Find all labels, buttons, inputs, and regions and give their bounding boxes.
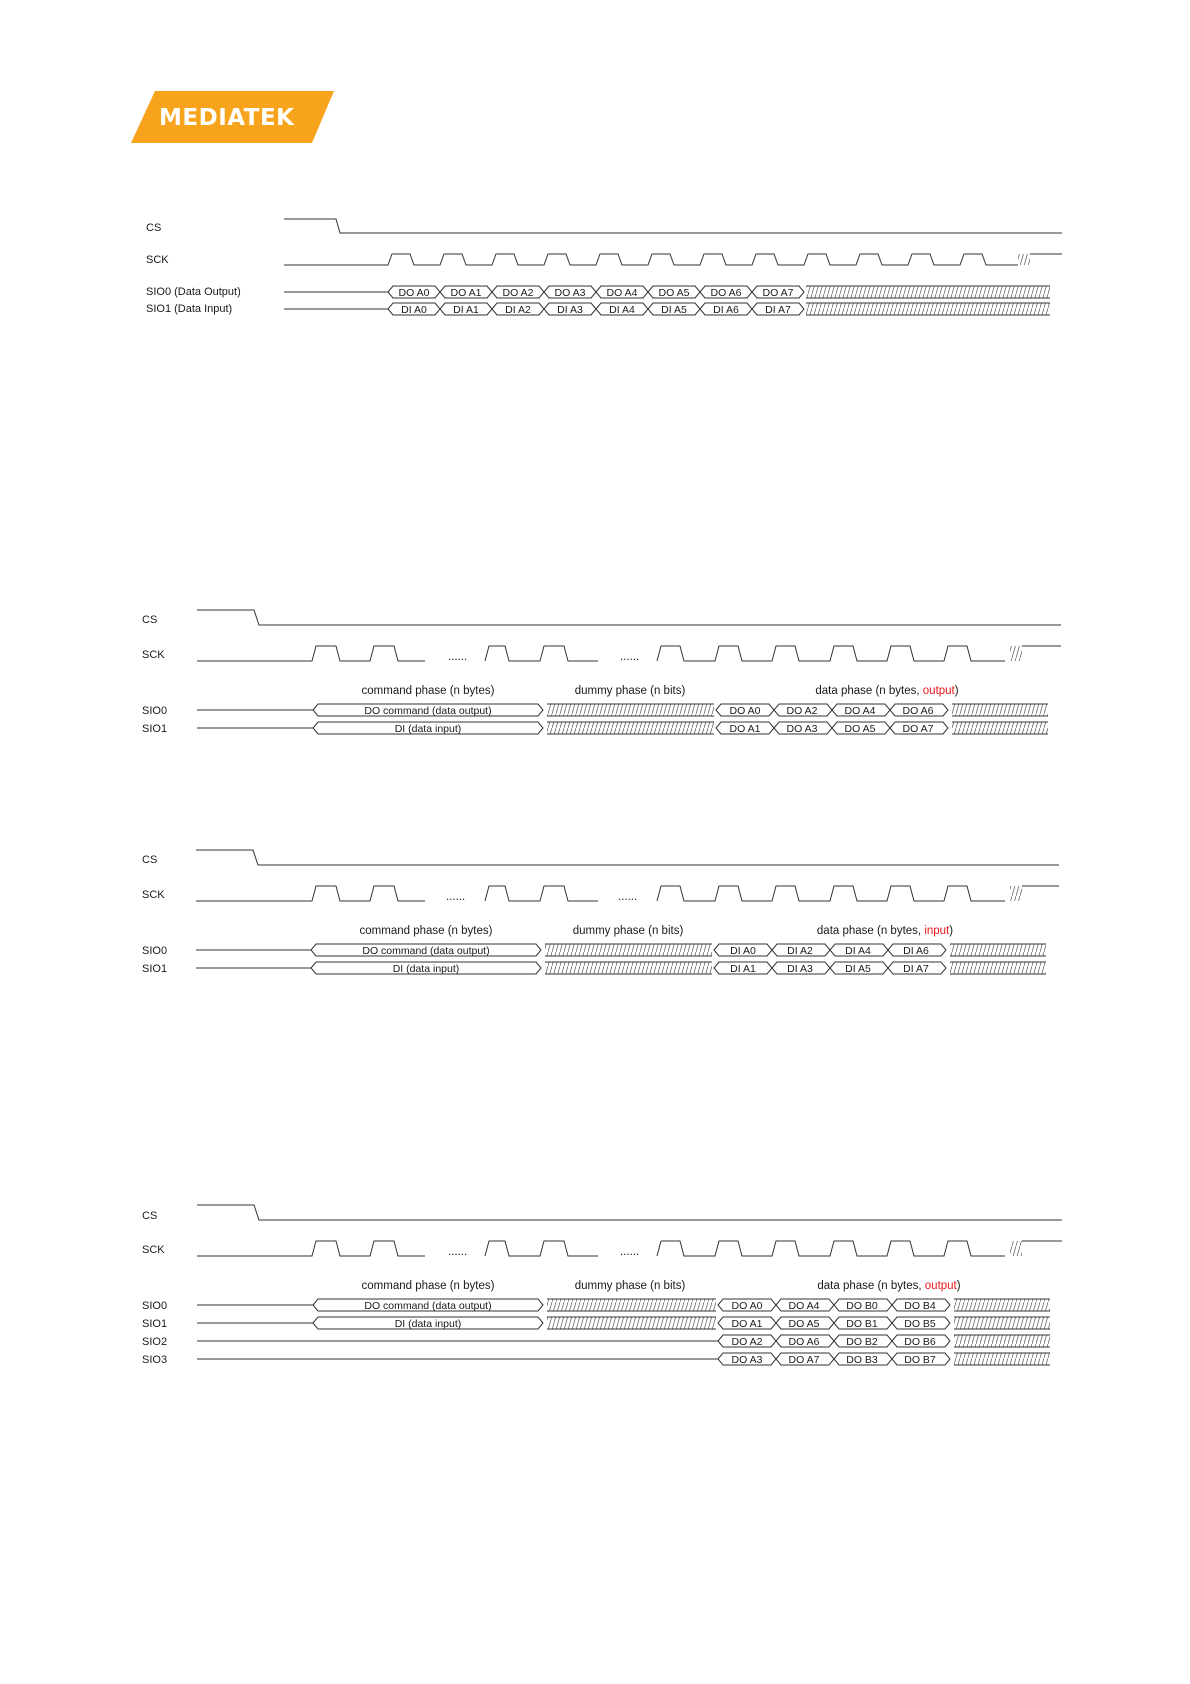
dont-care-region <box>954 1335 1050 1347</box>
data-phase-label: data phase (n bytes, input) <box>816 925 954 937</box>
data-cell: DO B2 <box>846 1336 878 1348</box>
data-cell: DI A7 <box>765 304 791 316</box>
dont-care-region <box>950 944 1046 956</box>
dummy-phase-label: dummy phase (n bits) <box>574 685 686 697</box>
dont-care-region <box>547 722 714 734</box>
sio1-label: SIO1 <box>142 963 168 975</box>
sio2-label: SIO2 <box>142 1336 168 1348</box>
cs-waveform <box>284 219 1062 233</box>
data-cell: DO A2 <box>502 287 534 299</box>
sck-waveform <box>197 1241 1005 1256</box>
data-cell: DI A6 <box>713 304 739 316</box>
command-phase-label: command phase (n bytes) <box>361 1280 495 1292</box>
command-cell: DO command (data output) <box>362 945 490 957</box>
cs-waveform <box>197 1205 1062 1220</box>
data-cell: DI A4 <box>845 945 871 957</box>
data-cell: DO A1 <box>450 287 482 299</box>
data-cell: DO A1 <box>729 723 761 735</box>
sio1-label: SIO1 (Data Input) <box>146 303 233 315</box>
sck-waveform <box>284 254 1018 265</box>
dont-care-region <box>954 1353 1050 1365</box>
command-cell: DO command (data output) <box>364 1300 492 1312</box>
cs-label: CS <box>142 614 158 626</box>
data-cell: DI A1 <box>730 963 756 975</box>
data-cell: DO A3 <box>554 287 586 299</box>
sck-hatch-end <box>1010 646 1022 661</box>
data-cell: DO A0 <box>731 1300 763 1312</box>
data-cell: DO A4 <box>788 1300 820 1312</box>
data-cell: DO A3 <box>731 1354 763 1366</box>
data-cell: DO A6 <box>788 1336 820 1348</box>
cs-label: CS <box>146 222 162 234</box>
data-cell: DO B7 <box>904 1354 936 1366</box>
data-cell: DO A5 <box>844 723 876 735</box>
data-cell: DO A7 <box>788 1354 820 1366</box>
data-cell: DO B0 <box>846 1300 878 1312</box>
data-cell: DO A0 <box>398 287 430 299</box>
data-cell: DO B1 <box>846 1318 878 1330</box>
data-cell: DO A0 <box>729 705 761 717</box>
mediatek-logo <box>131 91 334 143</box>
sck-label: SCK <box>146 254 169 266</box>
sio0-label: SIO0 <box>142 945 168 957</box>
timing-diagram-quad-output <box>142 1205 1062 1366</box>
data-cell: DO A2 <box>786 705 818 717</box>
data-cell: DI A3 <box>787 963 813 975</box>
data-cell: DI A2 <box>787 945 813 957</box>
cs-label: CS <box>142 854 158 866</box>
dont-care-region <box>950 962 1046 974</box>
data-phase-label: data phase (n bytes, output) <box>815 685 959 697</box>
data-cell: DI A5 <box>845 963 871 975</box>
logo-text: MEDIATEK <box>159 105 295 131</box>
sck-waveform <box>196 886 1005 901</box>
command-cell: DI (data input) <box>394 723 462 735</box>
clock-ellipsis: ...... <box>620 1246 640 1258</box>
data-cell: DI A7 <box>903 963 929 975</box>
data-direction: input <box>924 925 950 937</box>
data-direction: output <box>922 685 955 697</box>
cs-waveform <box>196 850 1059 865</box>
clock-ellipsis: ...... <box>448 651 468 663</box>
data-cell: DO B3 <box>846 1354 878 1366</box>
sck-hatch-end <box>1010 1241 1022 1256</box>
sio1-cells <box>401 304 791 316</box>
data-cell: DO B5 <box>904 1318 936 1330</box>
dont-care-region <box>547 704 714 716</box>
dont-care-region <box>954 1299 1050 1311</box>
data-cell: DI A0 <box>401 304 427 316</box>
timing-diagram-single-io <box>146 219 1062 316</box>
sck-label: SCK <box>142 889 165 901</box>
clock-ellipsis: ...... <box>448 1246 468 1258</box>
dont-care-region <box>952 722 1048 734</box>
data-cell: DO B4 <box>904 1300 936 1312</box>
data-cell: DO A1 <box>731 1318 763 1330</box>
timing-diagram-dual-input <box>142 850 1059 975</box>
data-cell: DI A4 <box>609 304 635 316</box>
dummy-phase-label: dummy phase (n bits) <box>572 925 684 937</box>
sck-label: SCK <box>142 649 165 661</box>
data-cell: DI A3 <box>557 304 583 316</box>
command-cell: DI (data input) <box>394 1318 462 1330</box>
sio0-label: SIO0 <box>142 1300 168 1312</box>
data-cell: DO A7 <box>762 287 794 299</box>
clock-ellipsis: ...... <box>620 651 640 663</box>
sck-hatch-end <box>1018 254 1062 265</box>
dont-care-region <box>545 944 712 956</box>
data-cell: DI A1 <box>453 304 479 316</box>
dont-care-region <box>547 1299 716 1311</box>
data-cell: DO A7 <box>902 723 934 735</box>
data-phase-label: data phase (n bytes, output) <box>817 1280 961 1292</box>
data-cell: DI A6 <box>903 945 929 957</box>
data-cell: DI A0 <box>730 945 756 957</box>
dont-care-region <box>806 286 1050 298</box>
data-cell: DO A4 <box>606 287 638 299</box>
command-phase-label: command phase (n bytes) <box>359 925 493 937</box>
sio1-label: SIO1 <box>142 1318 168 1330</box>
sio0-cells <box>399 287 794 299</box>
data-cell: DO A5 <box>788 1318 820 1330</box>
data-cell: DI A5 <box>661 304 687 316</box>
command-phase-label: command phase (n bytes) <box>361 685 495 697</box>
data-cell: DO A2 <box>731 1336 763 1348</box>
data-cell: DO A6 <box>710 287 742 299</box>
sio0-label: SIO0 (Data Output) <box>146 286 241 298</box>
dont-care-region <box>547 1317 716 1329</box>
sck-hatch-end <box>1010 886 1022 901</box>
sio0-label: SIO0 <box>142 705 168 717</box>
sck-label: SCK <box>142 1244 165 1256</box>
sio3-label: SIO3 <box>142 1354 168 1366</box>
data-cell: DO A6 <box>902 705 934 717</box>
dummy-phase-label: dummy phase (n bits) <box>574 1280 686 1292</box>
dont-care-region <box>806 303 1050 315</box>
data-cell: DO B6 <box>904 1336 936 1348</box>
data-cell: DO A4 <box>844 705 876 717</box>
data-cell: DO A5 <box>658 287 690 299</box>
timing-diagram-dual-output <box>142 610 1061 735</box>
command-cell: DO command (data output) <box>364 705 492 717</box>
dont-care-region <box>954 1317 1050 1329</box>
data-direction: output <box>924 1280 957 1292</box>
sck-waveform <box>197 646 1005 661</box>
data-cell: DI A2 <box>505 304 531 316</box>
clock-ellipsis: ...... <box>446 891 466 903</box>
dont-care-region <box>952 704 1048 716</box>
dont-care-region <box>545 962 712 974</box>
data-cell: DO A3 <box>786 723 818 735</box>
cs-label: CS <box>142 1210 158 1222</box>
sio1-label: SIO1 <box>142 723 168 735</box>
command-cell: DI (data input) <box>392 963 460 975</box>
cs-waveform <box>197 610 1061 625</box>
clock-ellipsis: ...... <box>618 891 638 903</box>
